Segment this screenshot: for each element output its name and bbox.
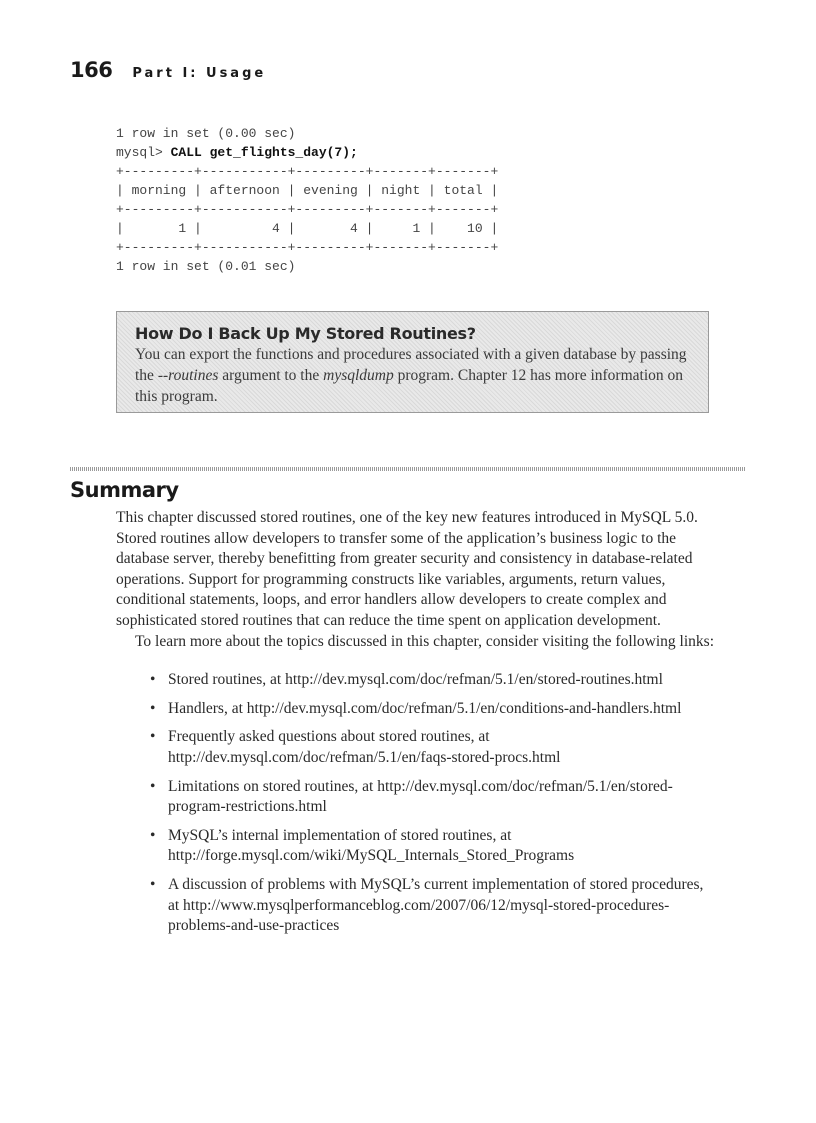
sidebar-body xyxy=(135,344,694,407)
code-table-data-row: | 1 | 4 | 4 | 1 | 10 | xyxy=(116,221,499,236)
sidebar-text: argument to the xyxy=(218,367,324,384)
part-label: Part I: Usage xyxy=(132,66,267,81)
list-item xyxy=(150,875,716,937)
bullet-icon: • xyxy=(150,699,156,717)
code-table-border: +---------+-----------+---------+-------+-------+ xyxy=(116,164,499,179)
bullet-icon: • xyxy=(150,671,156,689)
list-item xyxy=(150,826,716,867)
list-item xyxy=(150,670,716,691)
sidebar-program: mysqldump xyxy=(323,367,394,384)
list-item-text: Stored routines, at http://dev.mysql.com/doc/refman/5.1/en/stored-routines.html xyxy=(168,671,663,689)
page-number: 166 xyxy=(70,58,113,82)
list-item xyxy=(150,727,716,768)
code-table-border: +---------+-----------+---------+-------+-------+ xyxy=(116,202,499,217)
list-item-text: Frequently asked questions about stored routines, at http://dev.mysql.com/doc/refman/5.1/en/faqs-stored-procs.html xyxy=(168,728,561,766)
code-command: CALL get_flights_day(7); xyxy=(170,145,358,160)
bullet-icon: • xyxy=(150,826,156,844)
running-header xyxy=(70,58,266,82)
sidebar-box xyxy=(116,311,709,413)
sidebar-option: --routines xyxy=(157,367,219,384)
code-prompt: mysql> xyxy=(116,145,171,160)
links-list xyxy=(116,670,716,937)
list-item-text: A discussion of problems with MySQL’s current implementation of stored procedures, at http://www.mysqlperformanceblog.com/2007/06/12/mysql-stored-procedures-problems-and-use-practices xyxy=(168,875,704,935)
code-result-line: 1 row in set (0.00 sec) xyxy=(116,126,296,141)
list-item xyxy=(150,699,716,720)
sidebar-text: program. Chapter 12 has more information on this program. xyxy=(135,367,683,405)
summary-paragraph: To learn more about the topics discussed in this chapter, consider visiting the following links: xyxy=(135,632,715,650)
code-table-border: +---------+-----------+---------+-------+-------+ xyxy=(116,240,499,255)
bullet-icon: • xyxy=(150,875,156,893)
sidebar-text: You can export the functions and procedures associated with a given database by passing the xyxy=(135,346,687,384)
list-item-text: Limitations on stored routines, at http://dev.mysql.com/doc/refman/5.1/en/stored-program-restrictions.html xyxy=(168,777,673,816)
code-table-header-row: | morning | afternoon | evening | night | total | xyxy=(116,183,499,198)
bullet-icon: • xyxy=(150,728,156,746)
summary-paragraph: This chapter discussed stored routines, one of the key new features introduced in MySQL 5.0. Stored routines allow developers to transfer some of the application’s business logic to the database server, thereby benefitting from greater security and consistency in database-related operations. Support for programming constructs like variables, arguments, return values, conditional statements, loops, and error handlers allow developers to create complex and sophisticated stored routines that can reduce the time spent on application development. xyxy=(116,509,698,629)
code-listing xyxy=(116,124,498,276)
list-item-text: MySQL’s internal implementation of stored routines, at http://forge.mysql.com/wiki/MySQL_Internals_Stored_Programs xyxy=(168,826,575,865)
list-item-text: Handlers, at http://dev.mysql.com/doc/refman/5.1/en/conditions-and-handlers.html xyxy=(168,699,682,717)
sidebar-title: How Do I Back Up My Stored Routines? xyxy=(135,324,476,343)
section-heading: Summary xyxy=(70,478,179,502)
code-result-line: 1 row in set (0.01 sec) xyxy=(116,259,296,274)
list-item xyxy=(150,777,716,818)
bullet-icon: • xyxy=(150,777,156,795)
summary-body xyxy=(116,508,716,945)
section-divider xyxy=(70,467,746,471)
